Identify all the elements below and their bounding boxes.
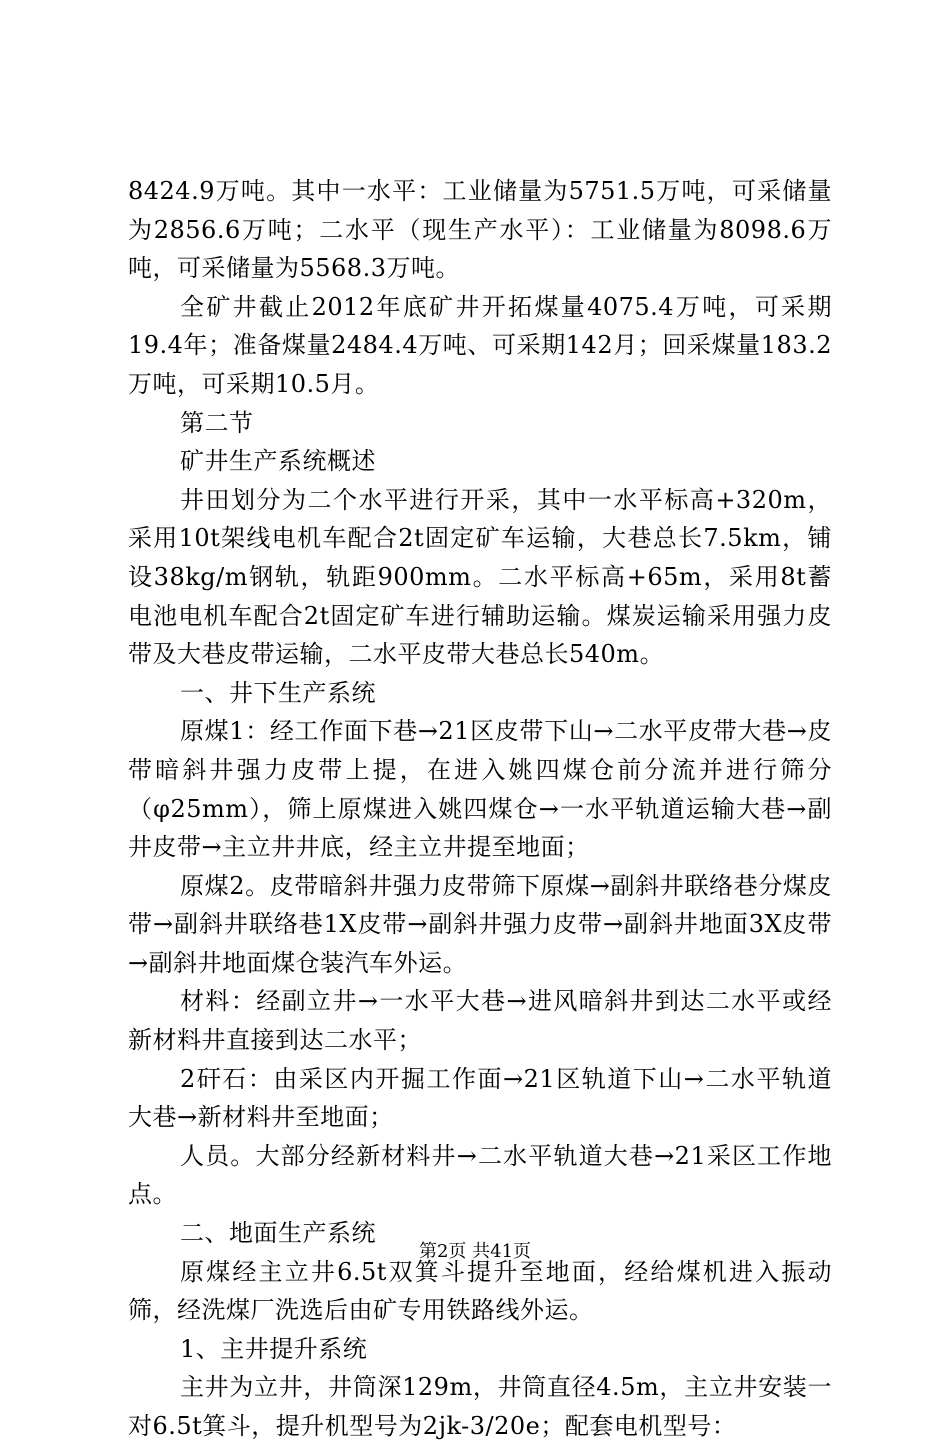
paragraph-surface-coal: 原煤经主立井6.5t双箕斗提升至地面，经给煤机进入振动筛，经洗煤厂洗选后由矿专用铁路线外运。 bbox=[128, 1257, 832, 1325]
paragraph-main-shaft: 主井为立井，井筒深129m，井筒直径4.5m，主立井安装一对6.5t箕斗，提升机型号为2jk-3/20e；配套电机型号： bbox=[128, 1373, 832, 1440]
paragraph-mining-levels: 井田划分为二个水平进行开采，其中一水平标高+320m，采用10t架线电机车配合2t固定矿车运输，大巷总长7.5km，铺设38kg/m钢轨，轨距900mm。二水平标高+65m，采用8t蓄电池电机车配合2t固定矿车进行辅助运输。煤炭运输采用强力皮带及大巷皮带运输，二水平皮带大巷总长540m。 bbox=[128, 485, 832, 669]
paragraph-coal-quantity: 全矿井截止2012年底矿井开拓煤量4075.4万吨，可采期19.4年；准备煤量2484.4万吨、可采期142月；回采煤量183.2万吨，可采期10.5月。 bbox=[128, 292, 832, 398]
paragraph-personnel: 人员。大部分经新材料井→二水平轨道大巷→21采区工作地点。 bbox=[128, 1141, 832, 1209]
paragraph-reserves: 8424.9万吨。其中一水平：工业储量为5751.5万吨，可采储量为2856.6万吨；二水平（现生产水平）：工业储量为8098.6万吨，可采储量为5568.3万吨。 bbox=[128, 177, 832, 283]
subheading-main-shaft-hoisting: 1、主井提升系统 bbox=[180, 1334, 368, 1363]
page-footer bbox=[0, 1240, 950, 1264]
section-heading-number: 第二节 bbox=[180, 408, 254, 437]
subheading-underground-system: 一、井下生产系统 bbox=[180, 678, 376, 707]
paragraph-gangue: 2矸石：由采区内开掘工作面→21区轨道下山→二水平轨道大巷→新材料井至地面； bbox=[128, 1064, 832, 1132]
paragraph-raw-coal-2: 原煤2。皮带暗斜井强力皮带筛下原煤→副斜井联络巷分煤皮带→副斜井联络巷1X皮带→副斜井强力皮带→副斜井地面3X皮带→副斜井地面煤仓装汽车外运。 bbox=[128, 871, 832, 977]
paragraph-materials: 材料：经副立井→一水平大巷→进风暗斜井到达二水平或经新材料井直接到达二水平； bbox=[128, 987, 832, 1055]
paragraph-raw-coal-1: 原煤1：经工作面下巷→21区皮带下山→二水平皮带大巷→皮带暗斜井强力皮带上提，在进入姚四煤仓前分流并进行筛分（φ25mm），筛上原煤进入姚四煤仓→一水平轨道运输大巷→副井皮带→主立井井底，经主立井提至地面； bbox=[128, 717, 832, 862]
section-heading-title: 矿井生产系统概述 bbox=[180, 447, 376, 476]
page-number-label: 第2页 共41页 bbox=[418, 1241, 532, 1262]
subheading-surface-system: 二、地面生产系统 bbox=[180, 1219, 376, 1248]
